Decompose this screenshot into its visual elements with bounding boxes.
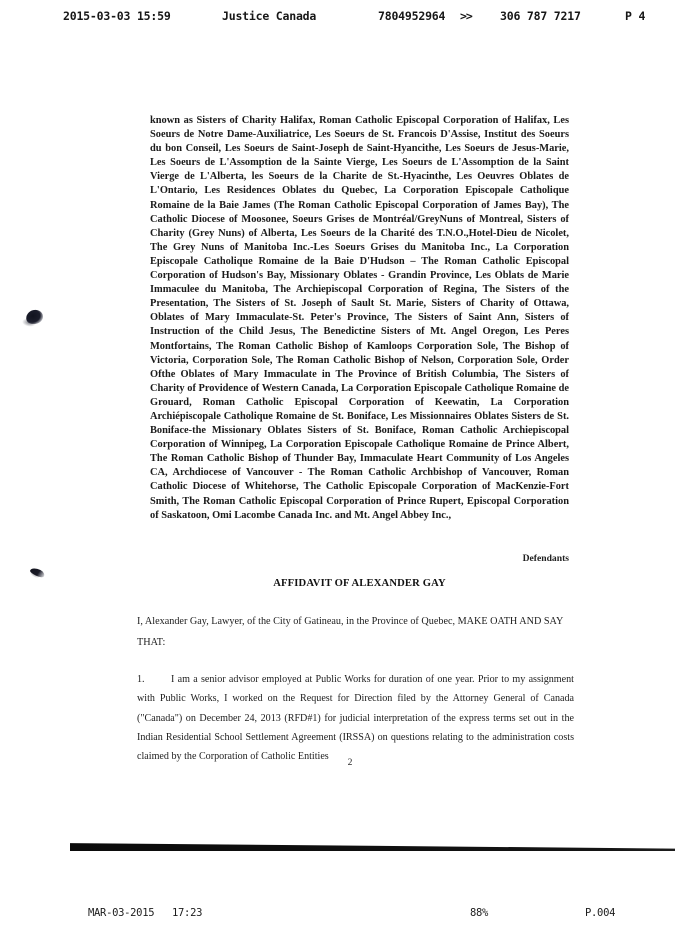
numbered-paragraph-1	[137, 670, 574, 766]
paragraph-number: 1.	[137, 674, 145, 685]
fax-header-sender: Justice Canada	[222, 9, 317, 23]
document-body	[150, 114, 569, 523]
fax-footer-quality: 88%	[470, 907, 489, 919]
fax-footer-time: 17:23	[172, 907, 203, 919]
oath-statement: I, Alexander Gay, Lawyer, of the City of Gatineau, in the Province of Quebec, MAKE OATH AND SAY THAT:	[137, 616, 563, 648]
scan-artifact-mark-icon	[29, 566, 46, 579]
page-number: 2	[347, 757, 353, 768]
fax-footer-page: P.004	[585, 907, 616, 919]
fax-header-recipient-number: 306 787 7217	[500, 9, 581, 23]
party-listing-paragraph: known as Sisters of Charity Halifax, Roman Catholic Episcopal Corporation of Halifax, Les Soeurs de Notre Dame-Auxiliatrice, Les Soeurs de St. Francois D'Assise, Institut des Soeurs du bon Conseil, Les Soeurs de Saint-Joseph de Saint-Hyancithe, Les Soeurs de Jesus-Marie, Les Soeurs de L'Assomption de la Sainte Vierge, Les Soeurs de L'Assomption de la Saint Vierge de L'Alberta, les Soeurs de la Charite de St.-Hyacinthe, Les Oeuvres Oblates de L'Ontario, Les Residences Oblates du Quebec, La Corporation Episcopale Catholique Romaine de la Baie James (The Roman Catholic Episcopal Corporation of James Bay), The Catholic Diocese of Moosonee, Soeurs Grises de Montréal/GreyNuns of Montreal, Sisters of Charity (Grey Nuns) of Alberta, Les Soeurs de la Charité des T.N.O.,Hotel-Dieu de Nicolet, The Grey Nuns of Manitoba Inc.-Les Soeurs Grises du Manitoba Inc., La Corporation Episcopale Catholique Romaine de la Baie D'Hudson – The Roman Catholic Episcopal Corporation of Hudson's Bay, Missionary Oblates - Grandin Province, Les Oblats de Marie Immaculee du Manitoba, The Archiepiscopal Corporation of Regina, The Sisters of the Presentation, The Sisters of St. Joseph of Sault St. Marie, Sisters of Charity of Ottawa, Oblates of Mary Immaculate-St. Peter's Province, The Sisters of Saint Ann, Sisters of Instruction of the Child Jesus, The Benedictine Sisters of Mt. Angel Oregon, Les Peres Montfortains, The Roman Catholic Bishop of Kamloops Corporation Sole, The Bishop of Victoria, Corporation Sole, The Roman Catholic Bishop of Nelson, Corporation Sole, Order Ofthe Oblates of Mary Immaculate in The Province of British Columbia, The Sisters of Charity of Providence of Western Canada, La Corporation Episcopale Catholique Romaine de Grouard, Roman Catholic Episcopal Corporation of Keewatin, La Corporation Archiépiscopale Catholique Romaine de St. Boniface, Les Missionnaires Oblates Sisters de St. Boniface-the Missionary Oblates Sisters of St. Boniface, Roman Catholic Archiepiscopal Corporation of Winnipeg, La Corporation Episcopale Catholique Romaine de Prince Albert, The Roman Catholic Bishop of Thunder Bay, Immaculate Heart Community of Los Angeles CA, Archdiocese of Vancouver - The Roman Catholic Archbishop of Vancouver, Roman Catholic Diocese of Whitehorse, The Catholic Episcopale Corporation of MacKenzie-Fort Smith, The Roman Catholic Episcopal Corporation of Prince Rupert, Episcopal Corporation of Saskatoon, Omi Lacombe Canada Inc. and Mt. Angel Abbey Inc.,	[150, 115, 569, 521]
fax-header-datetime: 2015-03-03 15:59	[63, 9, 171, 23]
fax-header-page-label: P 4	[625, 9, 646, 23]
defendants-label: Defendants	[522, 553, 569, 564]
scan-artifact-black-bar	[70, 840, 675, 851]
fax-transmission-header	[0, 9, 700, 31]
scan-artifact-blob-icon	[25, 308, 45, 326]
fax-header-arrow-icon: >>	[460, 9, 472, 23]
paragraph-text: I am a senior advisor employed at Public Works for duration of one year. Prior to my assignment with Public Works, I worked on the Request for Direction filed by the Attorney General of Canada ("Canada") on December 24, 2013 (RFD#1) for judicial interpretation of the express terms set out in the Indian Residential School Settlement Agreement (IRSSA) on questions relating to the administration costs claimed by the Corporation of Catholic Entities	[137, 674, 574, 763]
fax-header-sender-number: 7804952964	[378, 9, 446, 23]
fax-transmission-footer	[0, 907, 700, 925]
page-title: AFFIDAVIT OF ALEXANDER GAY	[273, 578, 446, 589]
fax-footer-date: MAR-03-2015	[88, 907, 155, 919]
